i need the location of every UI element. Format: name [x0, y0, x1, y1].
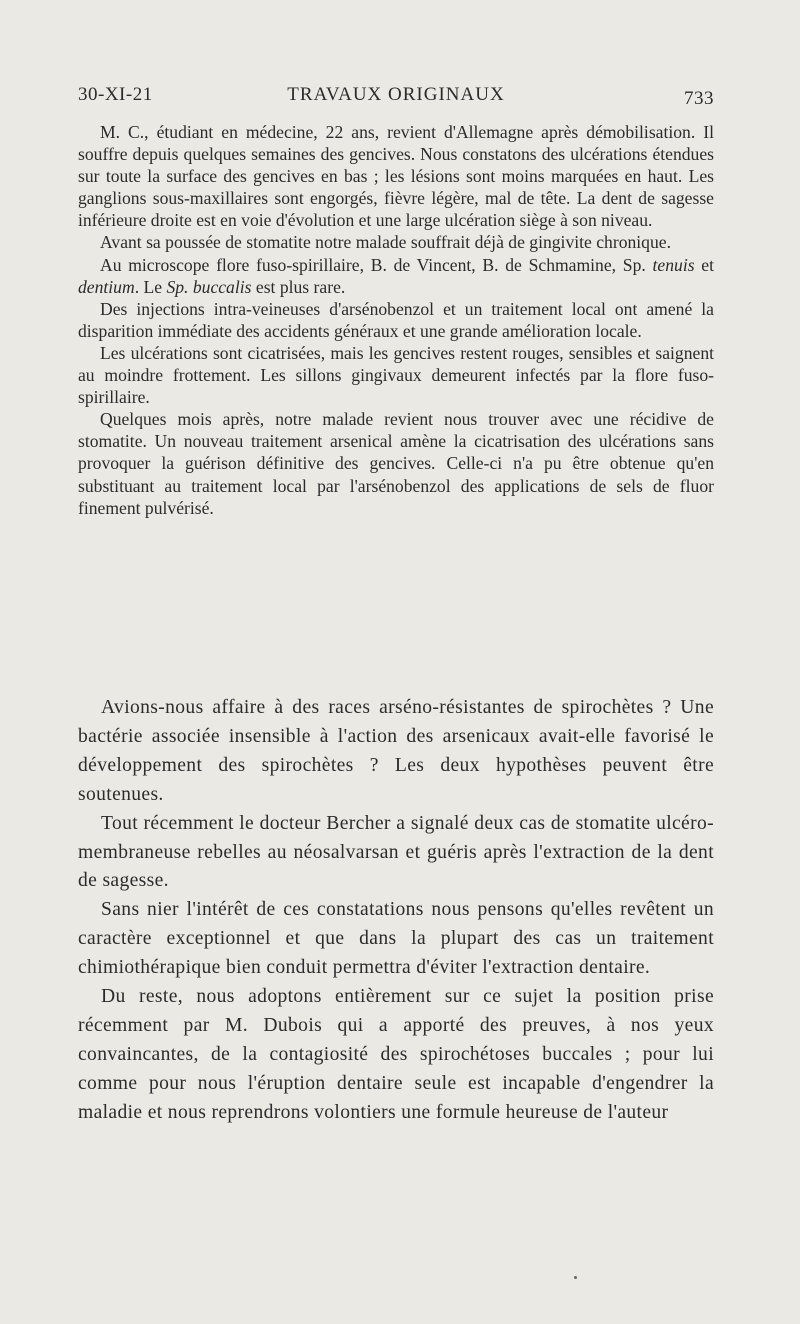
microscopy-text: Au microscope flore fuso-spirillaire, B. de Vincent, B. de Schmamine, Sp.: [100, 254, 653, 275]
case-paragraph: M. C., étudiant en médecine, 22 ans, revient d'Allemagne après démobilisation. Il souffre depuis quelques semaines des gencives. Nous constatons des ulcérations étendues sur toute la surface des gencives en bas ; les lésions sont moins marquées en haut. Les ganglions sous-maxillaires sont engorgés, fièvre légère, mal de tête. La dent de sagesse inférieure droite est en voie d'évolution et une large ulcération siège à son niveau.: [78, 122, 714, 231]
section-title: TRAVAUX ORIGINAUX: [287, 84, 505, 105]
page-number: 733: [684, 88, 714, 109]
species-name: Sp. buccalis: [166, 276, 252, 297]
microscopy-text: . Le: [134, 276, 167, 297]
body-paragraph: Avions-nous affaire à des races arséno-résistantes de spirochètes ? Une bactérie associée insensible à l'action des arsenicaux avait-elle favorisé le développement des spirochètes ? Les deux hypothèses peuvent être soutenues.: [78, 697, 714, 805]
paper-speck: [574, 1276, 577, 1279]
species-name: dentium: [78, 276, 135, 297]
body-paragraph: Sans nier l'intérêt de ces constatations nous pensons qu'elles revêtent un caractère exceptionnel et que dans la plupart des cas un traitement chimiothérapique bien conduit permettra d'éviter l'extraction dentaire.: [78, 899, 714, 979]
case-paragraph: Des injections intra-veineuses d'arsénobenzol et un traitement local ont amené la disparition immédiate des accidents généraux et une grande amélioration locale.: [78, 298, 714, 341]
case-notes: [78, 121, 714, 519]
microscopy-text: et: [694, 254, 714, 275]
issue-date: 30-XI-21: [78, 84, 153, 105]
body-paragraph: Tout récemment le docteur Bercher a signalé deux cas de stomatite ulcéro-membraneuse rebelles au néosalvarsan et guéris après l'extraction de la dent de sagesse.: [78, 812, 714, 892]
body-paragraph: Du reste, nous adoptons entièrement sur ce sujet la position prise récemment par M. Dubois qui a apporté des preuves, à nos yeux convaincantes, de la contagiosité des spirochétoses buccales ; pour lui comme pour nous l'éruption dentaire seule est incapable d'engendrer la maladie et nous reprendrons volontiers une formule heureuse de l'auteur: [78, 986, 714, 1123]
case-paragraph: Les ulcérations sont cicatrisées, mais les gencives restent rouges, sensibles et saignent au moindre frottement. Les sillons gingivaux demeurent infectés par la flore fuso-spirillaire.: [78, 342, 714, 408]
case-paragraph: Avant sa poussée de stomatite notre malade souffrait déjà de gingivite chronique.: [100, 232, 671, 253]
microscopy-text: est plus rare.: [251, 276, 346, 297]
case-paragraph-microscopy: [78, 254, 714, 298]
discussion: [78, 694, 714, 1128]
running-head: [78, 84, 714, 112]
case-paragraph: Quelques mois après, notre malade revient nous trouver avec une récidive de stomatite. Un nouveau traitement arsenical amène la cicatrisation des ulcérations sans provoquer la guérison définitive des gencives. Celle-ci n'a pu être obtenue qu'en substituant au traitement local par l'arsénobenzol des applications de sels de fluor finement pulvérisé.: [78, 409, 714, 518]
species-name: tenuis: [652, 254, 695, 275]
